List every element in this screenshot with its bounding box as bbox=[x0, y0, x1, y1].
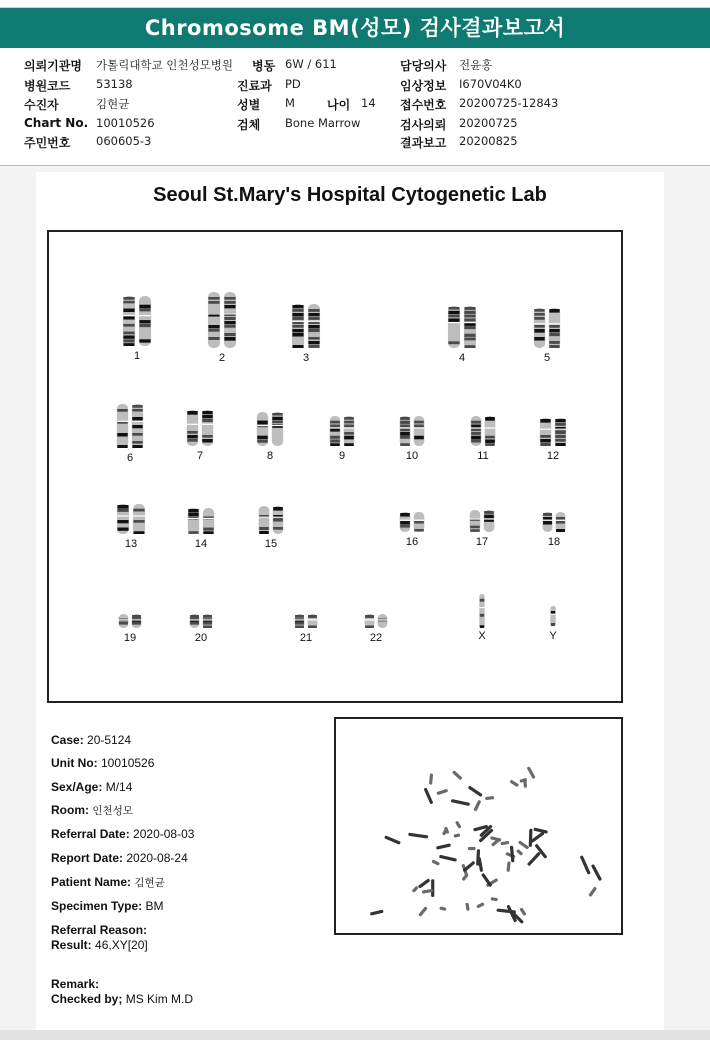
chromosome-pair-2 bbox=[206, 292, 238, 348]
metaphase-chromosome bbox=[485, 796, 494, 800]
metaphase-image bbox=[334, 717, 623, 935]
referral-date-line bbox=[51, 827, 194, 841]
chromosome-label-8: 8 bbox=[266, 450, 274, 462]
dept-value: PD bbox=[285, 77, 301, 91]
metaphase-chromosome bbox=[473, 800, 481, 812]
chromosome-pair-17 bbox=[468, 510, 496, 532]
chromosome-label-9: 9 bbox=[338, 450, 346, 462]
specimen-type-label: Specimen Type: bbox=[51, 899, 143, 913]
patient-name-value: 김현균 bbox=[134, 877, 165, 889]
case-label: Case: bbox=[51, 733, 84, 747]
lab-title: Seoul St.Mary's Hospital Cytogenetic Lab bbox=[153, 184, 547, 206]
remark-label: Remark: bbox=[51, 977, 100, 991]
report-date-value: 20200825 bbox=[459, 134, 518, 148]
report-date-line bbox=[51, 851, 188, 865]
chromosome-label-2: 2 bbox=[218, 352, 226, 364]
report-title: Chromosome BM(성모) 검사결과보고서 bbox=[0, 8, 710, 48]
chromosome-pair-21 bbox=[293, 614, 319, 628]
ward-value: 6W / 611 bbox=[285, 57, 337, 71]
chromosome-pair-10 bbox=[398, 416, 426, 446]
metaphase-chromosome bbox=[370, 910, 384, 916]
metaphase-chromosome bbox=[451, 799, 470, 806]
checked-value: MS Kim M.D bbox=[125, 992, 194, 1006]
metaphase-chromosome bbox=[418, 906, 428, 917]
patient-label: 수진자 bbox=[24, 98, 59, 112]
chromosome-pair-14 bbox=[186, 508, 216, 534]
metaphase-chromosome bbox=[591, 864, 602, 881]
bottom-edge bbox=[0, 1030, 710, 1040]
doctor-label: 담당의사 bbox=[400, 59, 447, 73]
metaphase-chromosome bbox=[530, 831, 544, 843]
case-line bbox=[51, 733, 131, 747]
chromosome-pair-19 bbox=[117, 614, 143, 628]
code-value: 53138 bbox=[96, 77, 133, 91]
hospital-value: 가톨릭대학교 인천성모병원 bbox=[96, 58, 233, 72]
chromosome-label-3: 3 bbox=[302, 352, 310, 364]
chromosome-pair-15 bbox=[257, 506, 285, 534]
chromosome-label-5: 5 bbox=[543, 352, 551, 364]
metaphase-chromosome bbox=[533, 827, 548, 833]
request-label: 검사의뢰 bbox=[400, 118, 447, 132]
metaphase-chromosome bbox=[580, 855, 591, 875]
chromosome-label-14: 14 bbox=[194, 538, 208, 550]
hospital-label: 의뢰기관명 bbox=[24, 59, 82, 73]
checked-line bbox=[51, 992, 193, 1006]
chromosome-pair-12 bbox=[538, 418, 568, 446]
specimen-value: Bone Marrow bbox=[285, 116, 361, 130]
patient-info-panel bbox=[0, 48, 710, 166]
chromosome-label-17: 17 bbox=[475, 536, 489, 548]
metaphase-chromosome bbox=[453, 833, 460, 838]
metaphase-chromosome bbox=[384, 835, 401, 845]
metaphase-chromosome bbox=[408, 833, 428, 839]
metaphase-chromosome bbox=[527, 851, 541, 866]
chromosome-label-20: 20 bbox=[194, 632, 208, 644]
doctor-value: 전윤홍 bbox=[459, 58, 493, 72]
unit-label: Unit No: bbox=[51, 756, 98, 770]
patient-value: 김현균 bbox=[96, 97, 130, 111]
chromosome-label-22: 22 bbox=[369, 632, 383, 644]
patient-name-line bbox=[51, 875, 165, 890]
chromosome-pair-3 bbox=[290, 304, 322, 348]
sexage-value: M/14 bbox=[105, 780, 133, 794]
clinical-value: I670V04K0 bbox=[459, 77, 522, 91]
metaphase-chromosome bbox=[465, 903, 469, 911]
referral-date-value: 2020-08-03 bbox=[133, 827, 195, 841]
metaphase-chromosome bbox=[588, 886, 597, 897]
id-value: 060605-3 bbox=[96, 134, 152, 148]
chromosome-label-21: 21 bbox=[299, 632, 313, 644]
dept-label: 진료과 bbox=[237, 79, 272, 93]
result-line bbox=[51, 938, 148, 952]
metaphase-chromosome bbox=[529, 829, 533, 847]
metaphase-chromosome bbox=[468, 847, 476, 850]
sexage-label: Sex/Age: bbox=[51, 780, 103, 794]
receipt-label: 접수번호 bbox=[400, 98, 447, 112]
receipt-value: 20200725-12843 bbox=[459, 96, 559, 110]
metaphase-chromosome bbox=[500, 841, 509, 846]
metaphase-spread bbox=[336, 719, 621, 933]
ward-label: 병동 bbox=[252, 59, 276, 73]
karyogram bbox=[47, 230, 623, 703]
patient-name-label: Patient Name: bbox=[51, 875, 132, 889]
chromosome-pair-y bbox=[547, 606, 559, 626]
chromosome-label-7: 7 bbox=[196, 450, 204, 462]
chart-value: 10010526 bbox=[96, 116, 155, 130]
chromosome-pair-6 bbox=[115, 404, 145, 448]
age-value: 14 bbox=[361, 96, 376, 110]
metaphase-chromosome bbox=[496, 908, 516, 913]
request-value: 20200725 bbox=[459, 116, 518, 130]
chromosome-pair-x bbox=[476, 594, 488, 628]
metaphase-chromosome bbox=[509, 780, 519, 788]
chromosome-label-x: X bbox=[478, 630, 486, 642]
chromosome-label-19: 19 bbox=[123, 632, 137, 644]
metaphase-chromosome bbox=[431, 879, 434, 897]
id-label: 주민번호 bbox=[24, 136, 71, 150]
metaphase-chromosome bbox=[439, 906, 446, 911]
chromosome-pair-8 bbox=[255, 412, 285, 446]
chromosome-pair-4 bbox=[446, 306, 478, 348]
chromosome-pair-1 bbox=[121, 296, 153, 346]
checked-label: Checked by; bbox=[51, 992, 123, 1006]
referral-reason-line bbox=[51, 923, 147, 937]
referral-reason-label: Referral Reason: bbox=[51, 923, 148, 937]
chromosome-pair-9 bbox=[328, 416, 356, 446]
metaphase-chromosome bbox=[468, 785, 483, 797]
report-date-value-2: 2020-08-24 bbox=[126, 851, 188, 865]
chromosome-label-13: 13 bbox=[124, 538, 138, 550]
metaphase-chromosome bbox=[431, 859, 440, 865]
metaphase-chromosome bbox=[429, 773, 433, 784]
chromosome-label-6: 6 bbox=[126, 452, 134, 464]
chromosome-label-18: 18 bbox=[547, 536, 561, 548]
code-label: 병원코드 bbox=[24, 79, 71, 93]
chromosome-pair-20 bbox=[188, 614, 214, 628]
chart-label: Chart No. bbox=[24, 116, 89, 130]
specimen-type-value: BM bbox=[145, 899, 164, 913]
chromosome-label-15: 15 bbox=[264, 538, 278, 550]
metaphase-chromosome bbox=[491, 897, 498, 901]
sexage-line bbox=[51, 780, 132, 794]
chromosome-label-y: Y bbox=[549, 630, 557, 642]
specimen-label: 검체 bbox=[237, 118, 261, 132]
metaphase-chromosome bbox=[412, 886, 419, 893]
specimen-type-line bbox=[51, 899, 163, 913]
metaphase-chromosome bbox=[516, 849, 523, 856]
chromosome-label-16: 16 bbox=[405, 536, 419, 548]
chromosome-label-11: 11 bbox=[477, 450, 489, 462]
karyotype-report bbox=[36, 172, 664, 1030]
result-label: Result: bbox=[51, 938, 92, 952]
report-date-label-2: Report Date: bbox=[51, 851, 124, 865]
chromosome-label-4: 4 bbox=[458, 352, 466, 364]
chromosome-label-12: 12 bbox=[546, 450, 560, 462]
chromosome-pair-7 bbox=[185, 410, 215, 446]
referral-date-label: Referral Date: bbox=[51, 827, 130, 841]
remark-line bbox=[51, 977, 99, 991]
metaphase-chromosome bbox=[439, 855, 457, 862]
metaphase-chromosome bbox=[506, 861, 510, 872]
room-label: Room: bbox=[51, 803, 89, 817]
metaphase-chromosome bbox=[527, 766, 536, 779]
room-line bbox=[51, 803, 133, 818]
age-label: 나이 bbox=[327, 98, 351, 112]
metaphase-chromosome bbox=[519, 907, 526, 916]
chromosome-pair-11 bbox=[469, 416, 497, 446]
metaphase-chromosome bbox=[452, 770, 463, 780]
sex-label: 성별 bbox=[237, 98, 261, 112]
metaphase-chromosome bbox=[424, 787, 434, 804]
case-value: 20-5124 bbox=[87, 733, 132, 747]
metaphase-chromosome bbox=[418, 878, 431, 888]
chromosome-pair-13 bbox=[115, 504, 147, 534]
sex-value: M bbox=[285, 96, 295, 110]
chromosome-pair-18 bbox=[541, 512, 567, 532]
unit-line bbox=[51, 756, 154, 770]
metaphase-chromosome bbox=[518, 840, 529, 849]
metaphase-chromosome bbox=[436, 843, 451, 849]
chromosome-label-10: 10 bbox=[405, 450, 419, 462]
chromosome-pair-22 bbox=[363, 614, 389, 628]
metaphase-chromosome bbox=[436, 789, 448, 796]
chromosome-pair-5 bbox=[532, 308, 562, 348]
metaphase-chromosome bbox=[476, 902, 484, 908]
result-value: 46,XY[20] bbox=[95, 938, 148, 952]
unit-value: 10010526 bbox=[101, 756, 155, 770]
window-top-border bbox=[0, 0, 710, 8]
room-value: 인천성모 bbox=[92, 805, 133, 817]
report-date-label: 결과보고 bbox=[400, 136, 447, 150]
metaphase-chromosome bbox=[455, 821, 462, 829]
chromosome-label-1: 1 bbox=[133, 350, 141, 362]
chromosome-pair-16 bbox=[398, 512, 426, 532]
clinical-label: 임상정보 bbox=[400, 79, 447, 93]
